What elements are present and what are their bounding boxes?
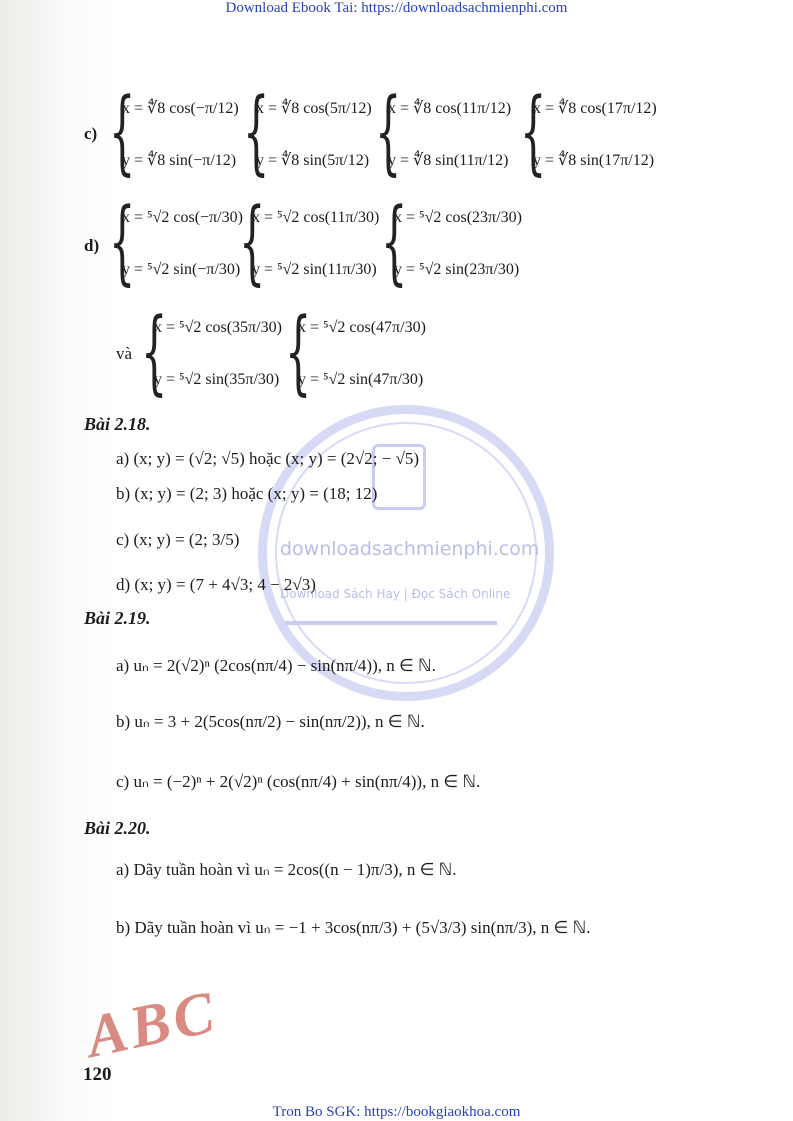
brace: { [380,188,408,295]
equation-y: y = ⁵√2 sin(47π/30) [298,371,424,388]
equation-y: y = ∜8 sin(5π/12) [256,152,370,169]
equation-x: x = ∜8 cos(17π/12) [533,100,657,117]
system-c-4 [515,78,657,185]
equation-x: x = ⁵√2 cos(47π/30) [298,319,426,336]
exercise-2-19-title: Bài 2.19. [84,608,151,628]
page-number: 120 [83,1064,112,1085]
equation-x: x = ⁵√2 cos(11π/30) [252,209,380,226]
brace: { [108,78,136,185]
brace: { [140,298,168,405]
brace: { [238,188,266,295]
part-c-label: c) [84,124,98,143]
answer-2-19-c: c) uₙ = (−2)ⁿ + 2(√2)ⁿ (cos(nπ/4) + sin(nπ/4)), n ∈ ℕ. [116,772,481,791]
system-d-3 [376,188,522,295]
brace: { [374,78,402,185]
footer-link[interactable]: Tron Bo SGK: https://bookgiaokhoa.com [272,1104,521,1120]
answer-2-18-c: c) (x; y) = (2; 3/5) [116,530,240,549]
brace: { [284,298,312,405]
equation-x: x = ∜8 cos(−π/12) [122,100,239,117]
part-d-label: d) [84,236,100,255]
answer-2-20-a: a) Dãy tuần hoàn vì uₙ = 2cos((n − 1)π/3), n ∈ ℕ. [116,860,457,879]
header-link[interactable]: Download Ebook Tai: https://downloadsachmienphi.com [225,0,568,16]
answer-2-18-d: d) (x; y) = (7 + 4√3; 4 − 2√3) [116,575,316,594]
equation-y: y = ⁵√2 sin(−π/30) [122,261,241,278]
brace: { [519,78,547,185]
equation-y: y = ⁵√2 sin(35π/30) [154,371,280,388]
system-d-4 [136,298,282,405]
answer-2-20-b: b) Dãy tuần hoàn vì uₙ = −1 + 3cos(nπ/3) + (5√3/3) sin(nπ/3), n ∈ ℕ. [116,918,591,937]
equation-y: y = ⁵√2 sin(23π/30) [394,261,520,278]
equation-y: y = ⁵√2 sin(11π/30) [252,261,377,278]
answer-2-18-a: a) (x; y) = (√2; √5) hoặc (x; y) = (2√2; − √5) [116,449,420,468]
exercise-2-18-title: Bài 2.18. [84,414,151,434]
equation-x: x = ⁵√2 cos(23π/30) [394,209,522,226]
equation-x: x = ⁵√2 cos(35π/30) [154,319,282,336]
equation-y: y = ∜8 sin(11π/12) [388,152,509,169]
abc-decoration: ABC [80,978,224,1071]
brace: { [108,188,136,295]
system-c-2 [238,78,372,185]
equation-x: x = ∜8 cos(11π/12) [388,100,512,117]
exercise-2-20-title: Bài 2.20. [84,818,151,838]
watermark-title: downloadsachmienphi.com [280,538,540,560]
system-d-5 [280,298,426,405]
equation-x: x = ∜8 cos(5π/12) [256,100,372,117]
brace: { [242,78,270,185]
equation-x: x = ⁵√2 cos(−π/30) [122,209,243,226]
answer-2-18-b: b) (x; y) = (2; 3) hoặc (x; y) = (18; 12) [116,484,378,503]
and-label: và [116,344,133,363]
system-d-1 [104,188,243,295]
answer-2-19-a: a) uₙ = 2(√2)ⁿ (2cos(nπ/4) − sin(nπ/4)), n ∈ ℕ. [116,656,436,675]
watermark-subtitle: Download Sách Hay | Đọc Sách Online [280,587,511,601]
equation-y: y = ∜8 sin(17π/12) [533,152,655,169]
system-d-2 [234,188,380,295]
answer-2-19-b: b) uₙ = 3 + 2(5cos(nπ/2) − sin(nπ/2)), n ∈ ℕ. [116,712,425,731]
system-c-3 [370,78,512,185]
watermark-bar [285,621,497,625]
system-c-1 [104,78,239,185]
equation-y: y = ∜8 sin(−π/12) [122,152,237,169]
